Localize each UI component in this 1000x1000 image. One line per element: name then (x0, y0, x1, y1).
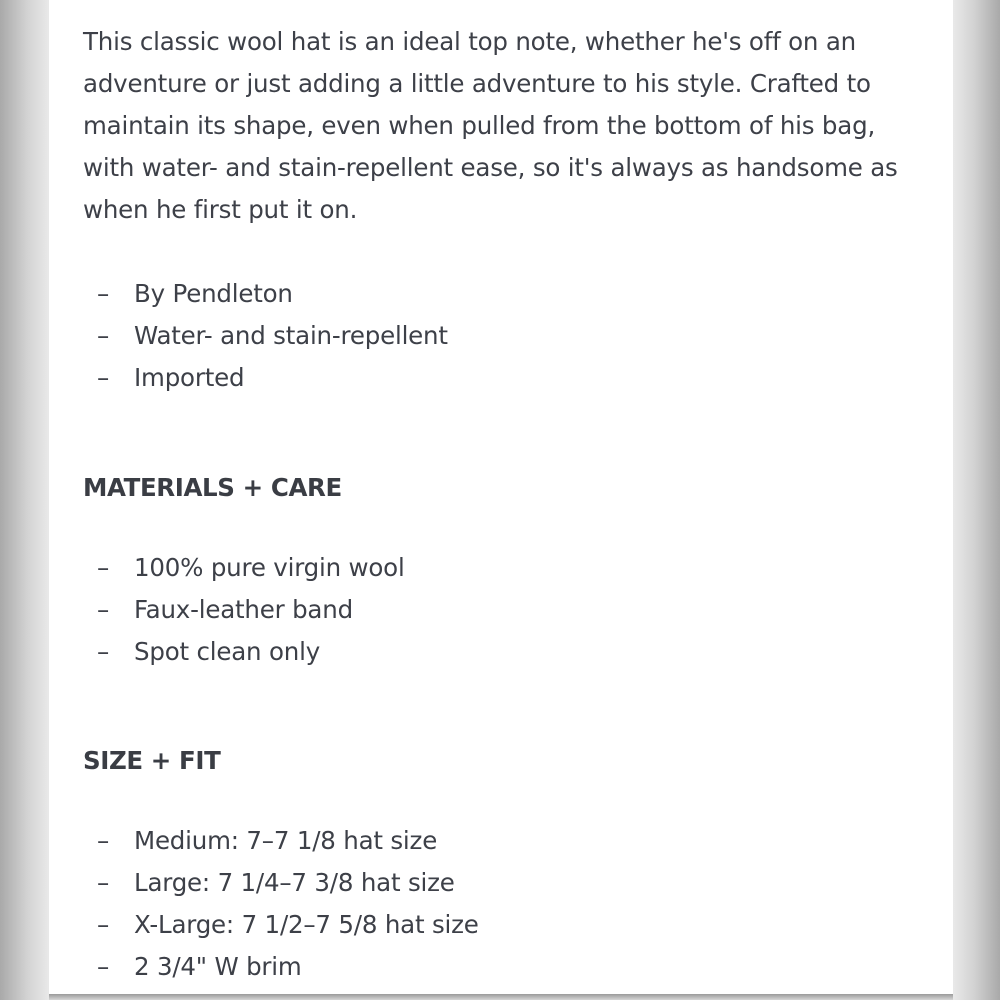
feature-item (97, 357, 897, 399)
materials-text: Faux-leather band (134, 595, 353, 624)
left-border (0, 0, 49, 1000)
size-fit-heading: SIZE + FIT (83, 746, 221, 775)
materials-list (97, 547, 897, 673)
size-text: Medium: 7–7 1/8 hat size (134, 826, 438, 855)
materials-text: 100% pure virgin wool (134, 553, 405, 582)
size-item (97, 904, 897, 946)
materials-care-heading: MATERIALS + CARE (83, 473, 342, 502)
size-fit-list (97, 820, 897, 988)
size-item (97, 862, 897, 904)
product-description: This classic wool hat is an ideal top note, whether he's off on an adventure or just adding a little adventure to his style. Crafted to maintain its shape, even when pulled from the bottom of his bag, with water- and stain-repellent ease, so it's always as handsome as when he first put it on. (83, 27, 898, 224)
bullet-dash: – (97, 363, 110, 392)
feature-list (97, 273, 897, 399)
bullet-dash: – (97, 910, 110, 939)
bullet-dash: – (97, 868, 110, 897)
bullet-dash: – (97, 279, 110, 308)
size-text: Large: 7 1/4–7 3/8 hat size (134, 868, 455, 897)
bullet-dash: – (97, 826, 110, 855)
page-bottom-shadow (49, 994, 953, 1000)
right-border (953, 0, 1000, 1000)
size-text: X-Large: 7 1/2–7 5/8 hat size (134, 910, 479, 939)
materials-item (97, 547, 897, 589)
materials-item (97, 631, 897, 673)
materials-text: Spot clean only (134, 637, 320, 666)
materials-item (97, 589, 897, 631)
feature-text: Water- and stain-repellent (134, 321, 448, 350)
size-item (97, 820, 897, 862)
size-item (97, 946, 897, 988)
bullet-dash: – (97, 595, 110, 624)
bullet-dash: – (97, 321, 110, 350)
feature-item (97, 273, 897, 315)
feature-text: Imported (134, 363, 245, 392)
feature-text: By Pendleton (134, 279, 293, 308)
size-text: 2 3/4" W brim (134, 952, 302, 981)
bullet-dash: – (97, 553, 110, 582)
bullet-dash: – (97, 952, 110, 981)
bullet-dash: – (97, 637, 110, 666)
feature-item (97, 315, 897, 357)
product-details-page (49, 0, 953, 996)
